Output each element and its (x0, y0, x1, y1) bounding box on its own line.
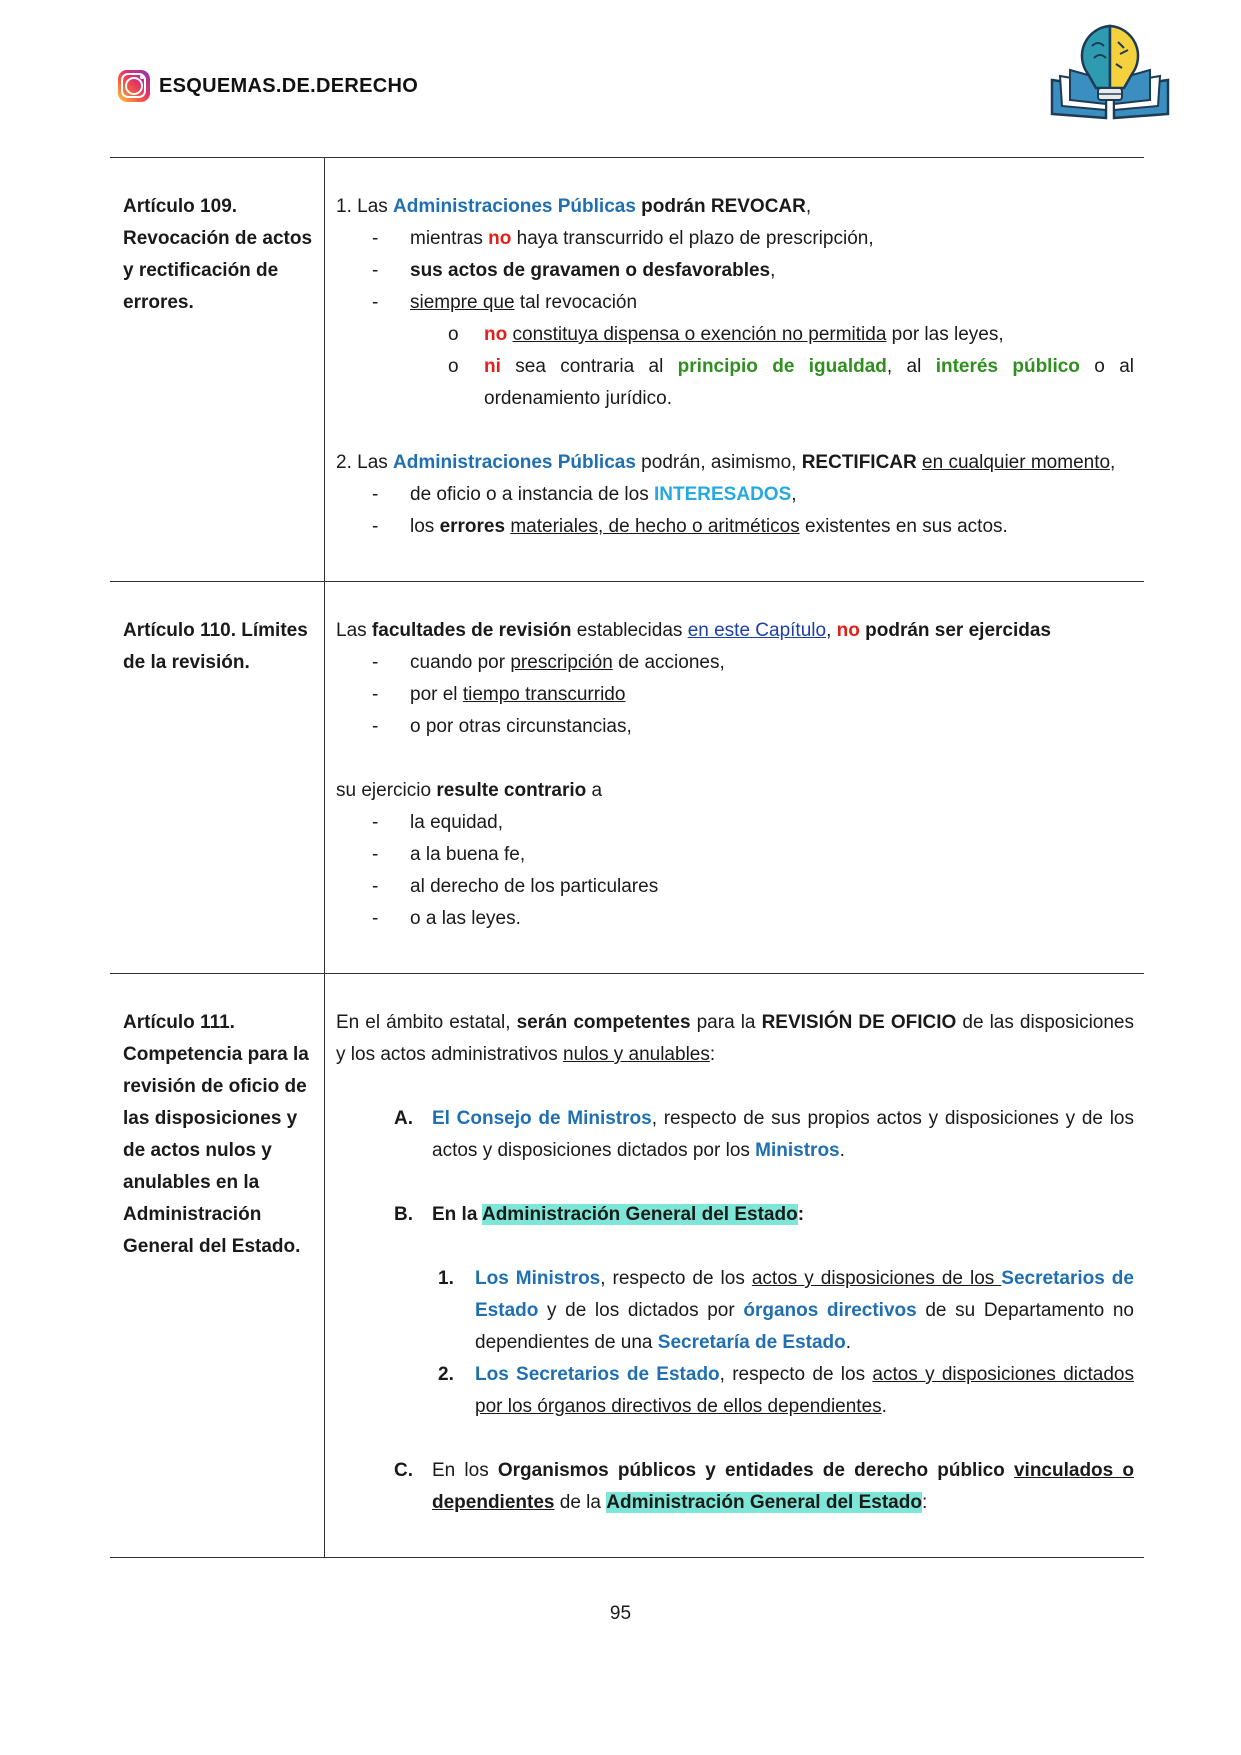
instagram-icon (118, 70, 150, 102)
article-109-paragraph-1: 1. Las Administraciones Públicas podrán REVOCAR, (336, 196, 812, 217)
sub-list-item: o ni sea contraria al principio de igualdad, al interés público o al ordenamiento jurídico. (336, 351, 1134, 415)
sub-list-item: o no constituya dispensa o exención no permitida por las leyes, (336, 319, 1134, 351)
list-item: - sus actos de gravamen o desfavorables, (336, 255, 1134, 287)
article-109-body (325, 158, 1145, 582)
article-111-row (110, 974, 1144, 1558)
article-109-row (110, 158, 1144, 582)
article-110-paragraph-2: su ejercicio resulte contrario a (336, 780, 603, 801)
article-111-body (325, 974, 1145, 1558)
list-item: - de oficio o a instancia de los INTERESADOS, (336, 479, 1134, 511)
brand (118, 70, 418, 102)
list-item-b-2: 2. Los Secretarios de Estado, respecto de los actos y disposiciones dictados por los órganos directivos de ellos dependientes. (438, 1364, 1134, 1417)
list-item: - cuando por prescripción de acciones, (336, 647, 1134, 679)
list-item-b: B. En la Administración General del Estado: (394, 1204, 805, 1225)
article-109-title: Artículo 109. Revocación de actos y rectificación de errores. (110, 158, 325, 582)
article-110-body (325, 582, 1145, 974)
list-item: - los errores materiales, de hecho o aritméticos existentes en sus actos. (336, 511, 1134, 543)
list-item: - a la buena fe, (336, 839, 1134, 871)
brand-name: ESQUEMAS.DE.DERECHO (159, 74, 419, 97)
article-110-row (110, 582, 1144, 974)
page-number: 95 (609, 1603, 632, 1624)
list-item: - mientras no haya transcurrido el plazo de prescripción, (336, 223, 1134, 255)
article-109-paragraph-2: 2. Las Administraciones Públicas podrán, asimismo, RECTIFICAR en cualquier momento, (336, 452, 1116, 473)
list-item-c: C. En los Organismos públicos y entidades de derecho público vinculados o dependientes de la Administración General del Estado: (394, 1460, 1135, 1513)
article-110-paragraph-1: Las facultades de revisión establecidas en este Capítulo, no podrán ser ejercidas (336, 620, 1051, 641)
list-item-b-1: 1. Los Ministros, respecto de los actos y disposiciones de los Secretarios de Estado y de los dictados por órganos directivos de su Departamento no dependientes de una Secretaría de Estado. (438, 1268, 1134, 1353)
list-item: - por el tiempo transcurrido (336, 679, 1134, 711)
articles-table (110, 157, 1144, 1558)
list-item: - siempre que tal revocación (336, 287, 1134, 319)
article-110-title: Artículo 110. Límites de la revisión. (110, 582, 325, 974)
list-item: - o por otras circunstancias, (336, 711, 1134, 743)
brain-lightbulb-book-icon (1048, 18, 1172, 122)
list-item: - la equidad, (336, 807, 1134, 839)
list-item: - o a las leyes. (336, 903, 1134, 935)
list-item: - al derecho de los particulares (336, 871, 1134, 903)
article-111-intro: En el ámbito estatal, serán competentes para la REVISIÓN DE OFICIO de las disposiciones y los actos administrativos nulos y anulables: (336, 1012, 1135, 1065)
chapter-link[interactable]: en este Capítulo (687, 620, 827, 641)
article-111-title: Artículo 111. Competencia para la revisión de oficio de las disposiciones y de actos nulos y anulables en la Administración General del Estado. (110, 974, 325, 1558)
list-item-a: A. El Consejo de Ministros, respecto de sus propios actos y disposiciones y de los actos y disposiciones dictados por los Ministros. (394, 1108, 1134, 1161)
